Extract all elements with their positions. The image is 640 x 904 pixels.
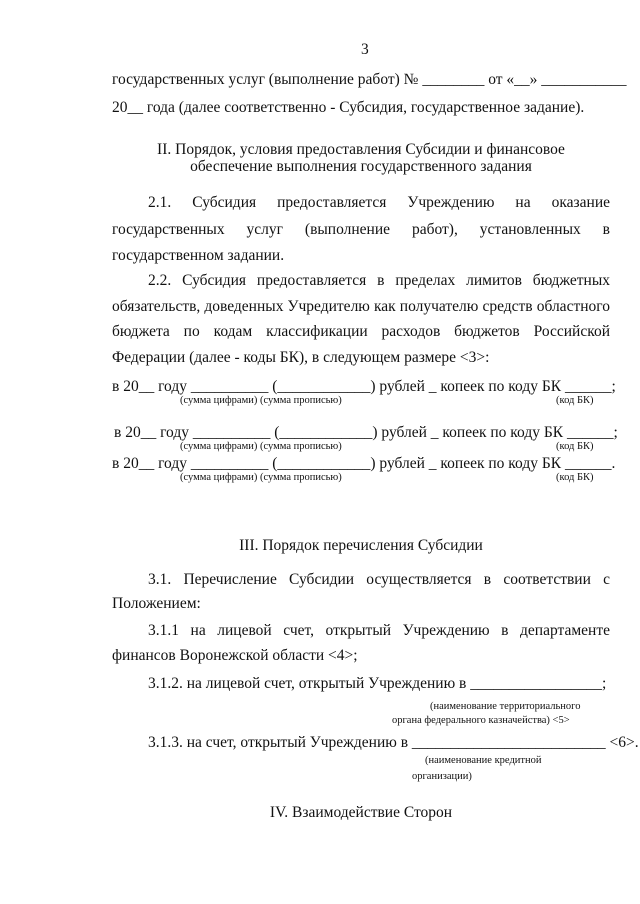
section-2-heading-line-2: обеспечение выполнения государственного задания [190,158,532,175]
section-2-heading-line-1: II. Порядок, условия предоставления Субсидии и финансовое [157,141,565,158]
amount-row-2: в 20__ году __________ (____________) рублей _ копеек по коду БК ______; [114,424,618,441]
paragraph-3-1-2-caption-line-1: (наименование территориального [430,701,581,712]
paragraph-3-1-3: 3.1.3. на счет, открытый Учреждению в _________________________ <6>. [148,734,639,751]
amount-row-1: в 20__ году __________ (____________) рублей _ копеек по коду БК ______; [112,378,616,395]
paragraph-2-1-line-1: 2.1. Субсидия предоставляется Учреждению на оказание [148,194,610,211]
paragraph-3-1-3-caption-line-2: организации) [412,771,472,782]
intro-line-2: 20__ года (далее соответственно - Субсидия, государственное задание). [112,99,585,116]
amount-row-2-caption-sum: (сумма цифрами) (сумма прописью) [180,441,342,452]
paragraph-2-2-line-3: бюджета по кодам классификации расходов бюджетов Российской [112,323,610,340]
paragraph-2-2-line-4: Федерации (далее - коды БК), в следующем размере <3>: [112,349,490,366]
paragraph-2-2-line-2: обязательств, доведенных Учредителю как получателю средств областного [112,298,610,315]
amount-row-3-caption-code: (код БК) [556,472,594,483]
paragraph-2-2-line-1: 2.2. Субсидия предоставляется в пределах лимитов бюджетных [148,272,610,289]
page-number: 3 [361,41,369,58]
paragraph-2-1-line-3: государственном задании. [112,247,285,264]
paragraph-3-1-1-line-2: финансов Воронежской области <4>; [112,647,358,664]
amount-row-1-caption-code: (код БК) [556,395,594,406]
paragraph-3-1-3-caption-line-1: (наименование кредитной [425,755,542,766]
amount-row-3: в 20__ году __________ (____________) рублей _ копеек по коду БК ______. [112,455,616,472]
intro-line-1: государственных услуг (выполнение работ) № ________ от «__» ___________ [112,71,627,88]
paragraph-3-1-line-2: Положением: [112,595,201,612]
paragraph-3-1-2: 3.1.2. на лицевой счет, открытый Учреждению в _________________; [148,675,607,692]
paragraph-3-1-line-1: 3.1. Перечисление Субсидии осуществляется в соответствии с [148,571,610,588]
amount-row-2-caption-code: (код БК) [556,441,594,452]
section-3-heading: III. Порядок перечисления Субсидии [239,537,483,554]
paragraph-2-1-line-2: государственных услуг (выполнение работ), установленных в [112,221,610,238]
section-4-heading: IV. Взаимодействие Сторон [269,804,453,821]
amount-row-3-caption-sum: (сумма цифрами) (сумма прописью) [180,472,342,483]
paragraph-3-1-2-caption-line-2: органа федерального казначейства) <5> [392,715,570,726]
amount-row-1-caption-sum: (сумма цифрами) (сумма прописью) [180,395,342,406]
paragraph-3-1-1-line-1: 3.1.1 на лицевой счет, открытый Учреждению в департаменте [148,622,610,639]
